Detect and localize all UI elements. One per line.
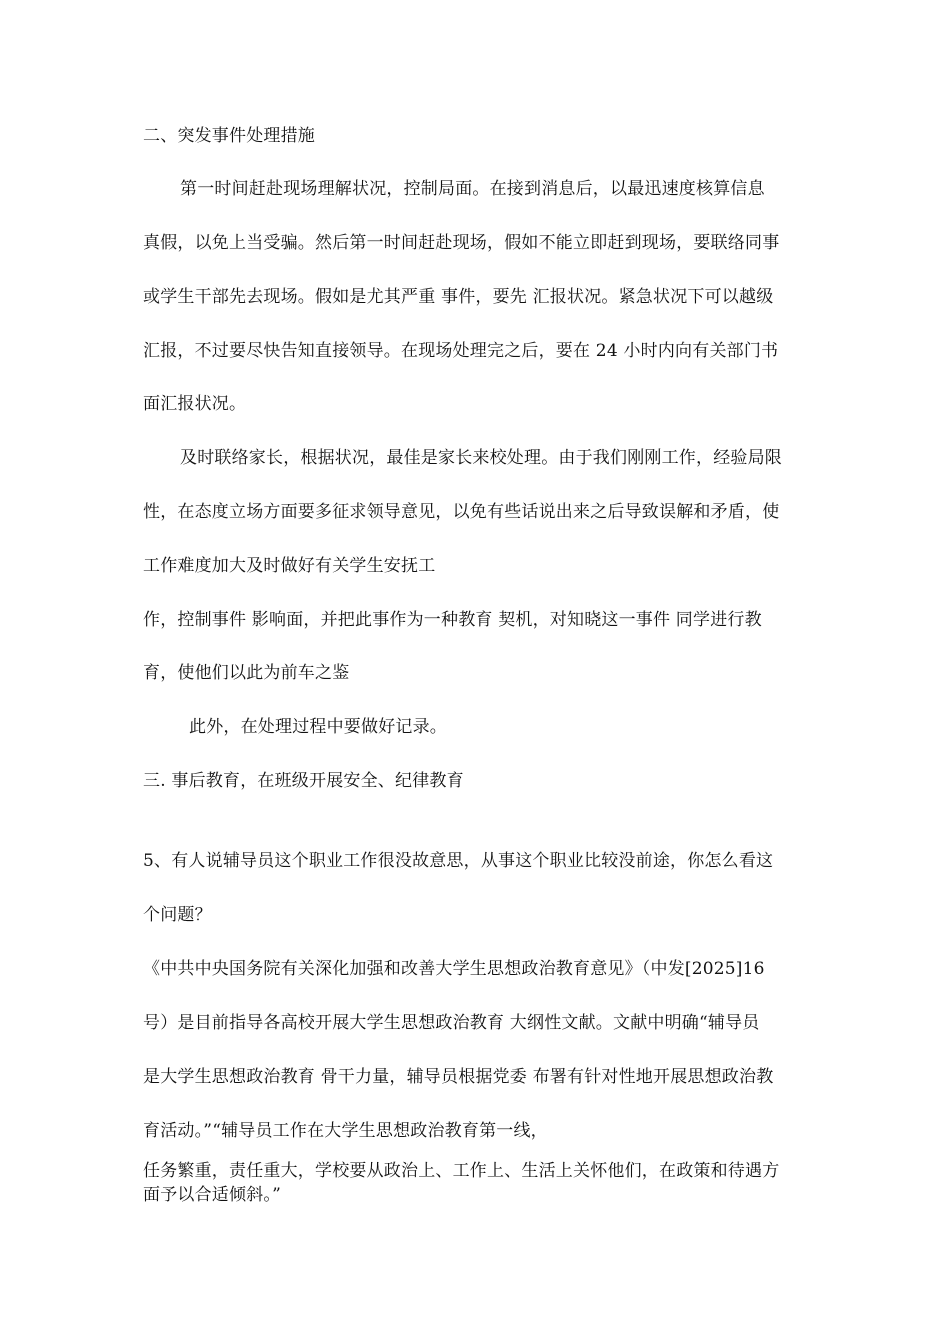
- paragraph-line: 面汇报状况。: [143, 394, 247, 414]
- paragraph-line: 及时联络家长，根据状况，最佳是家长来校处理。由于我们刚刚工作，经验局限: [180, 448, 782, 468]
- paragraph-line: 或学生干部先去现场。假如是尤其严重 事件，要先 汇报状况。紧急状况下可以越级: [143, 287, 774, 307]
- paragraph-line: 面予以合适倾斜。”: [143, 1185, 281, 1205]
- paragraph-line: 工作难度加大及时做好有关学生安抚工: [143, 556, 436, 576]
- paragraph-line: 真假，以免上当受骗。然后第一时间赶赴现场，假如不能立即赶到现场，要联络同事: [143, 233, 780, 253]
- section-heading-3: 三. 事后教育，在班级开展安全、纪律教育: [143, 771, 464, 791]
- paragraph-line: 是大学生思想政治教育 骨干力量，辅导员根据党委 布署有针对性地开展思想政治教: [143, 1067, 774, 1087]
- paragraph-line: 号）是目前指导各高校开展大学生思想政治教育 大纲性文献。文献中明确“辅导员: [143, 1013, 760, 1033]
- paragraph-line: 第一时间赶赴现场理解状况，控制局面。在接到消息后，以最迅速度核算信息: [180, 179, 765, 199]
- paragraph-line: 此外，在处理过程中要做好记录。: [189, 717, 447, 737]
- paragraph-line: 育，使他们以此为前车之鉴: [143, 663, 350, 683]
- paragraph-line: 育活动。”“辅导员工作在大学生思想政治教育第一线，: [143, 1121, 548, 1141]
- paragraph-line: 任务繁重，责任重大，学校要从政治上、工作上、生活上关怀他们，在政策和待遇方: [143, 1161, 780, 1181]
- paragraph-line: 《中共中央国务院有关深化加强和改善大学生思想政治教育意见》（中发[2025]16: [143, 959, 765, 979]
- question-heading: 个问题？: [143, 905, 212, 925]
- paragraph-line: 性，在态度立场方面要多征求领导意见，以免有些话说出来之后导致误解和矛盾，使: [143, 502, 780, 522]
- section-heading-2: 二、突发事件处理措施: [143, 126, 315, 146]
- paragraph-line: 作，控制事件 影响面，并把此事作为一种教育 契机，对知晓这一事件 同学进行教: [143, 610, 762, 630]
- paragraph-line: 汇报，不过要尽快告知直接领导。在现场处理完之后，要在 24 小时内向有关部门书: [143, 341, 779, 361]
- question-heading: 5、有人说辅导员这个职业工作很没故意思，从事这个职业比较没前途，你怎么看这: [143, 851, 774, 871]
